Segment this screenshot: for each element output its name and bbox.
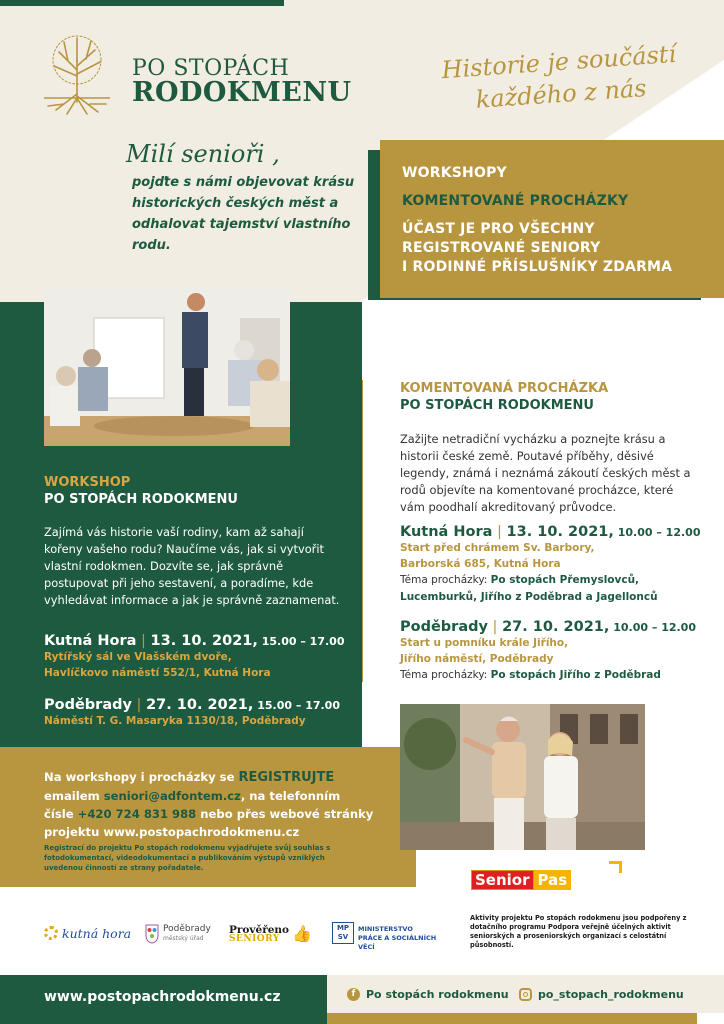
highlight-free-line3: I RODINNÉ PŘÍSLUŠNÍKY ZDARMA (402, 259, 673, 275)
kutna-hora-logo: kutná hora (62, 926, 132, 941)
senior-pas-senior: Senior (471, 870, 534, 890)
event-date: 13. 10. 2021, (506, 524, 614, 540)
event-time: 10.00 – 12.00 (613, 526, 701, 539)
highlight-free-line1: ÚČAST JE PRO VŠECHNY (402, 221, 595, 237)
funding-notice: Aktivity projektu Po stopách rodokmenu jsou podpořeny z dotačního programu Podpora veřejně účelných aktivit seniorských a proseniorských organizací s celostátní působností. (470, 914, 687, 949)
senior-pas-corner-icon (609, 861, 622, 873)
event-theme (400, 572, 720, 589)
registration-text: čísle (44, 807, 78, 821)
website-link[interactable]: www.postopachrodokmenu.cz (103, 825, 300, 839)
kutna-hora-icon (44, 926, 58, 940)
section-divider (362, 380, 363, 682)
highlight-workshops: WORKSHOPY (402, 165, 507, 181)
event-address-line1: Rytířský sál ve Vlašském dvoře, (44, 651, 232, 663)
event-time: 10.00 – 12.00 (609, 621, 696, 634)
mpsv-emblem-icon: MP SV (332, 922, 354, 944)
event-city: Poděbrady (44, 697, 132, 713)
footer-website-link[interactable]: www.postopachrodokmenu.cz (44, 989, 281, 1005)
event-address-line1: Start u pomníku krále Jiřího, (400, 637, 569, 649)
event-address-line2: Havlíčkovo náměstí 552/1, Kutná Hora (44, 667, 271, 679)
event-theme-label: Téma procházky: (400, 669, 491, 681)
tour-event (400, 619, 720, 684)
event-title (44, 633, 364, 649)
tour-description: Zažijte netradiční vycházku a poznejte krásu a historii české země. Poutavé příběhy, děsivé legendy, známá i neznámá zákoutí českých měst a rodů objevíte na komentované procházce, které vám poodhalí akreditovaný průvodce. (400, 432, 691, 514)
podebrady-logo: Poděbrady (163, 924, 211, 934)
greeting: Milí senioři , (126, 140, 280, 168)
event-separator: | (136, 633, 151, 649)
intro-text: pojďte s námi objevovat krásu historických českých měst a odhalovat tajemství vlastního rodu. (132, 175, 355, 253)
facebook-icon: f (347, 988, 360, 1001)
facebook-link[interactable]: Po stopách rodokmenu (366, 988, 509, 1001)
event-theme (400, 667, 720, 684)
tour-event (400, 524, 720, 606)
event-address-line1: Náměstí T. G. Masaryka 1130/18, Poděbrady (44, 715, 306, 727)
instagram-icon-lens (523, 992, 528, 997)
logo-title-line2: RODOKMENU (132, 77, 352, 108)
event-address-line2: Barborská 685, Kutná Hora (400, 558, 561, 570)
workshop-event (44, 697, 364, 729)
event-city: Poděbrady (400, 619, 488, 635)
event-time: 15.00 – 17.00 (253, 699, 340, 712)
event-separator: | (492, 524, 507, 540)
event-theme-value: Po stopách Přemyslovců, (490, 574, 640, 586)
event-theme-value: Po stopách Jiřího z Poděbrad (490, 669, 661, 681)
tagline-line2: každého z nás (474, 74, 648, 114)
event-separator: | (131, 697, 147, 713)
consent-notice: Registrací do projektu Po stopách rodokmenu vyjadřujete svůj souhlas s fotodokumentací, videodokumentací a publikováním výstupů vzniklých uvedenou činností ze strany pořadatele. (44, 844, 331, 872)
workshop-event (44, 633, 364, 681)
highlight-tours: KOMENTOVANÉ PROCHÁZKY (402, 193, 629, 209)
tour-photo (400, 704, 645, 850)
event-city: Kutná Hora (400, 524, 493, 540)
register-callout: REGISTRUJTE (238, 770, 335, 785)
senior-pas-pas: Pas (534, 870, 572, 890)
highlight-box (380, 140, 724, 298)
event-separator: | (487, 619, 503, 635)
podebrady-crest-icon (145, 924, 159, 944)
registration-text: , na telefonním (240, 789, 341, 803)
phone-link[interactable]: +420 724 831 988 (77, 807, 197, 821)
event-theme-value: Lucemburků, Jiřího z Poděbrad a Jagellonců (400, 591, 658, 603)
workshop-subheading: PO STOPÁCH RODOKMENU (44, 492, 238, 507)
thumbs-up-icon: 👍 (292, 924, 312, 943)
tour-subheading: PO STOPÁCH RODOKMENU (400, 398, 594, 413)
email-link[interactable]: seniori@adfontem.cz (103, 789, 241, 803)
registration-text: nebo přes webové stránky (196, 807, 374, 821)
mpsv-logo: MINISTERSTVO PRÁCE A SOCIÁLNÍCH VĚCÍ (358, 925, 437, 951)
tour-heading: KOMENTOVANÁ PROCHÁZKA (400, 381, 609, 396)
event-date: 27. 10. 2021, (502, 619, 610, 635)
event-date: 27. 10. 2021, (146, 697, 254, 713)
highlight-free-line2: REGISTROVANÉ SENIORY (402, 240, 601, 256)
provereno-logo: Prověřeno (229, 924, 290, 936)
registration-text: emailem (44, 789, 104, 803)
registration-info (44, 768, 374, 841)
provereno-logo-seniory: SENIORY (229, 934, 280, 944)
logo-title-line1: PO STOPÁCH (132, 56, 290, 81)
senior-pas-logo (471, 871, 571, 889)
workshop-description: Zajímá vás historie vaší rodiny, kam až sahají kořeny vašeho rodu? Naučíme vás, jak si vytvořit vlastní rodokmen. Dozvíte se, jak správně postupovat při jeho sestavení, a poradíme, kde vyhledávat informace a jak je správně zaznamenat. (44, 525, 340, 607)
podebrady-logo-subtitle: městský úřad (163, 935, 204, 942)
event-address-line1: Start před chrámem Sv. Barbory, (400, 542, 595, 554)
tagline-line1: Historie je součástí (440, 39, 678, 85)
workshop-heading: WORKSHOP (44, 475, 131, 490)
event-title (400, 619, 720, 635)
tree-logo-icon (34, 32, 120, 116)
event-theme-label: Téma procházky: (400, 574, 491, 586)
event-city: Kutná Hora (44, 633, 137, 649)
footer-gold-strip (327, 1013, 697, 1024)
registration-text: projektu (44, 825, 104, 839)
event-address-line2: Jiřího náměstí, Poděbrady (400, 653, 554, 665)
event-time: 15.00 – 17.00 (257, 635, 345, 648)
top-accent-bar (0, 0, 284, 6)
workshop-photo (44, 288, 290, 446)
event-date: 13. 10. 2021, (150, 633, 258, 649)
event-title (44, 697, 364, 713)
event-title (400, 524, 720, 540)
instagram-link[interactable]: po_stopach_rodokmenu (538, 988, 684, 1001)
event-theme-continued (400, 589, 720, 606)
registration-text: Na workshopy i procházky se (44, 770, 239, 784)
